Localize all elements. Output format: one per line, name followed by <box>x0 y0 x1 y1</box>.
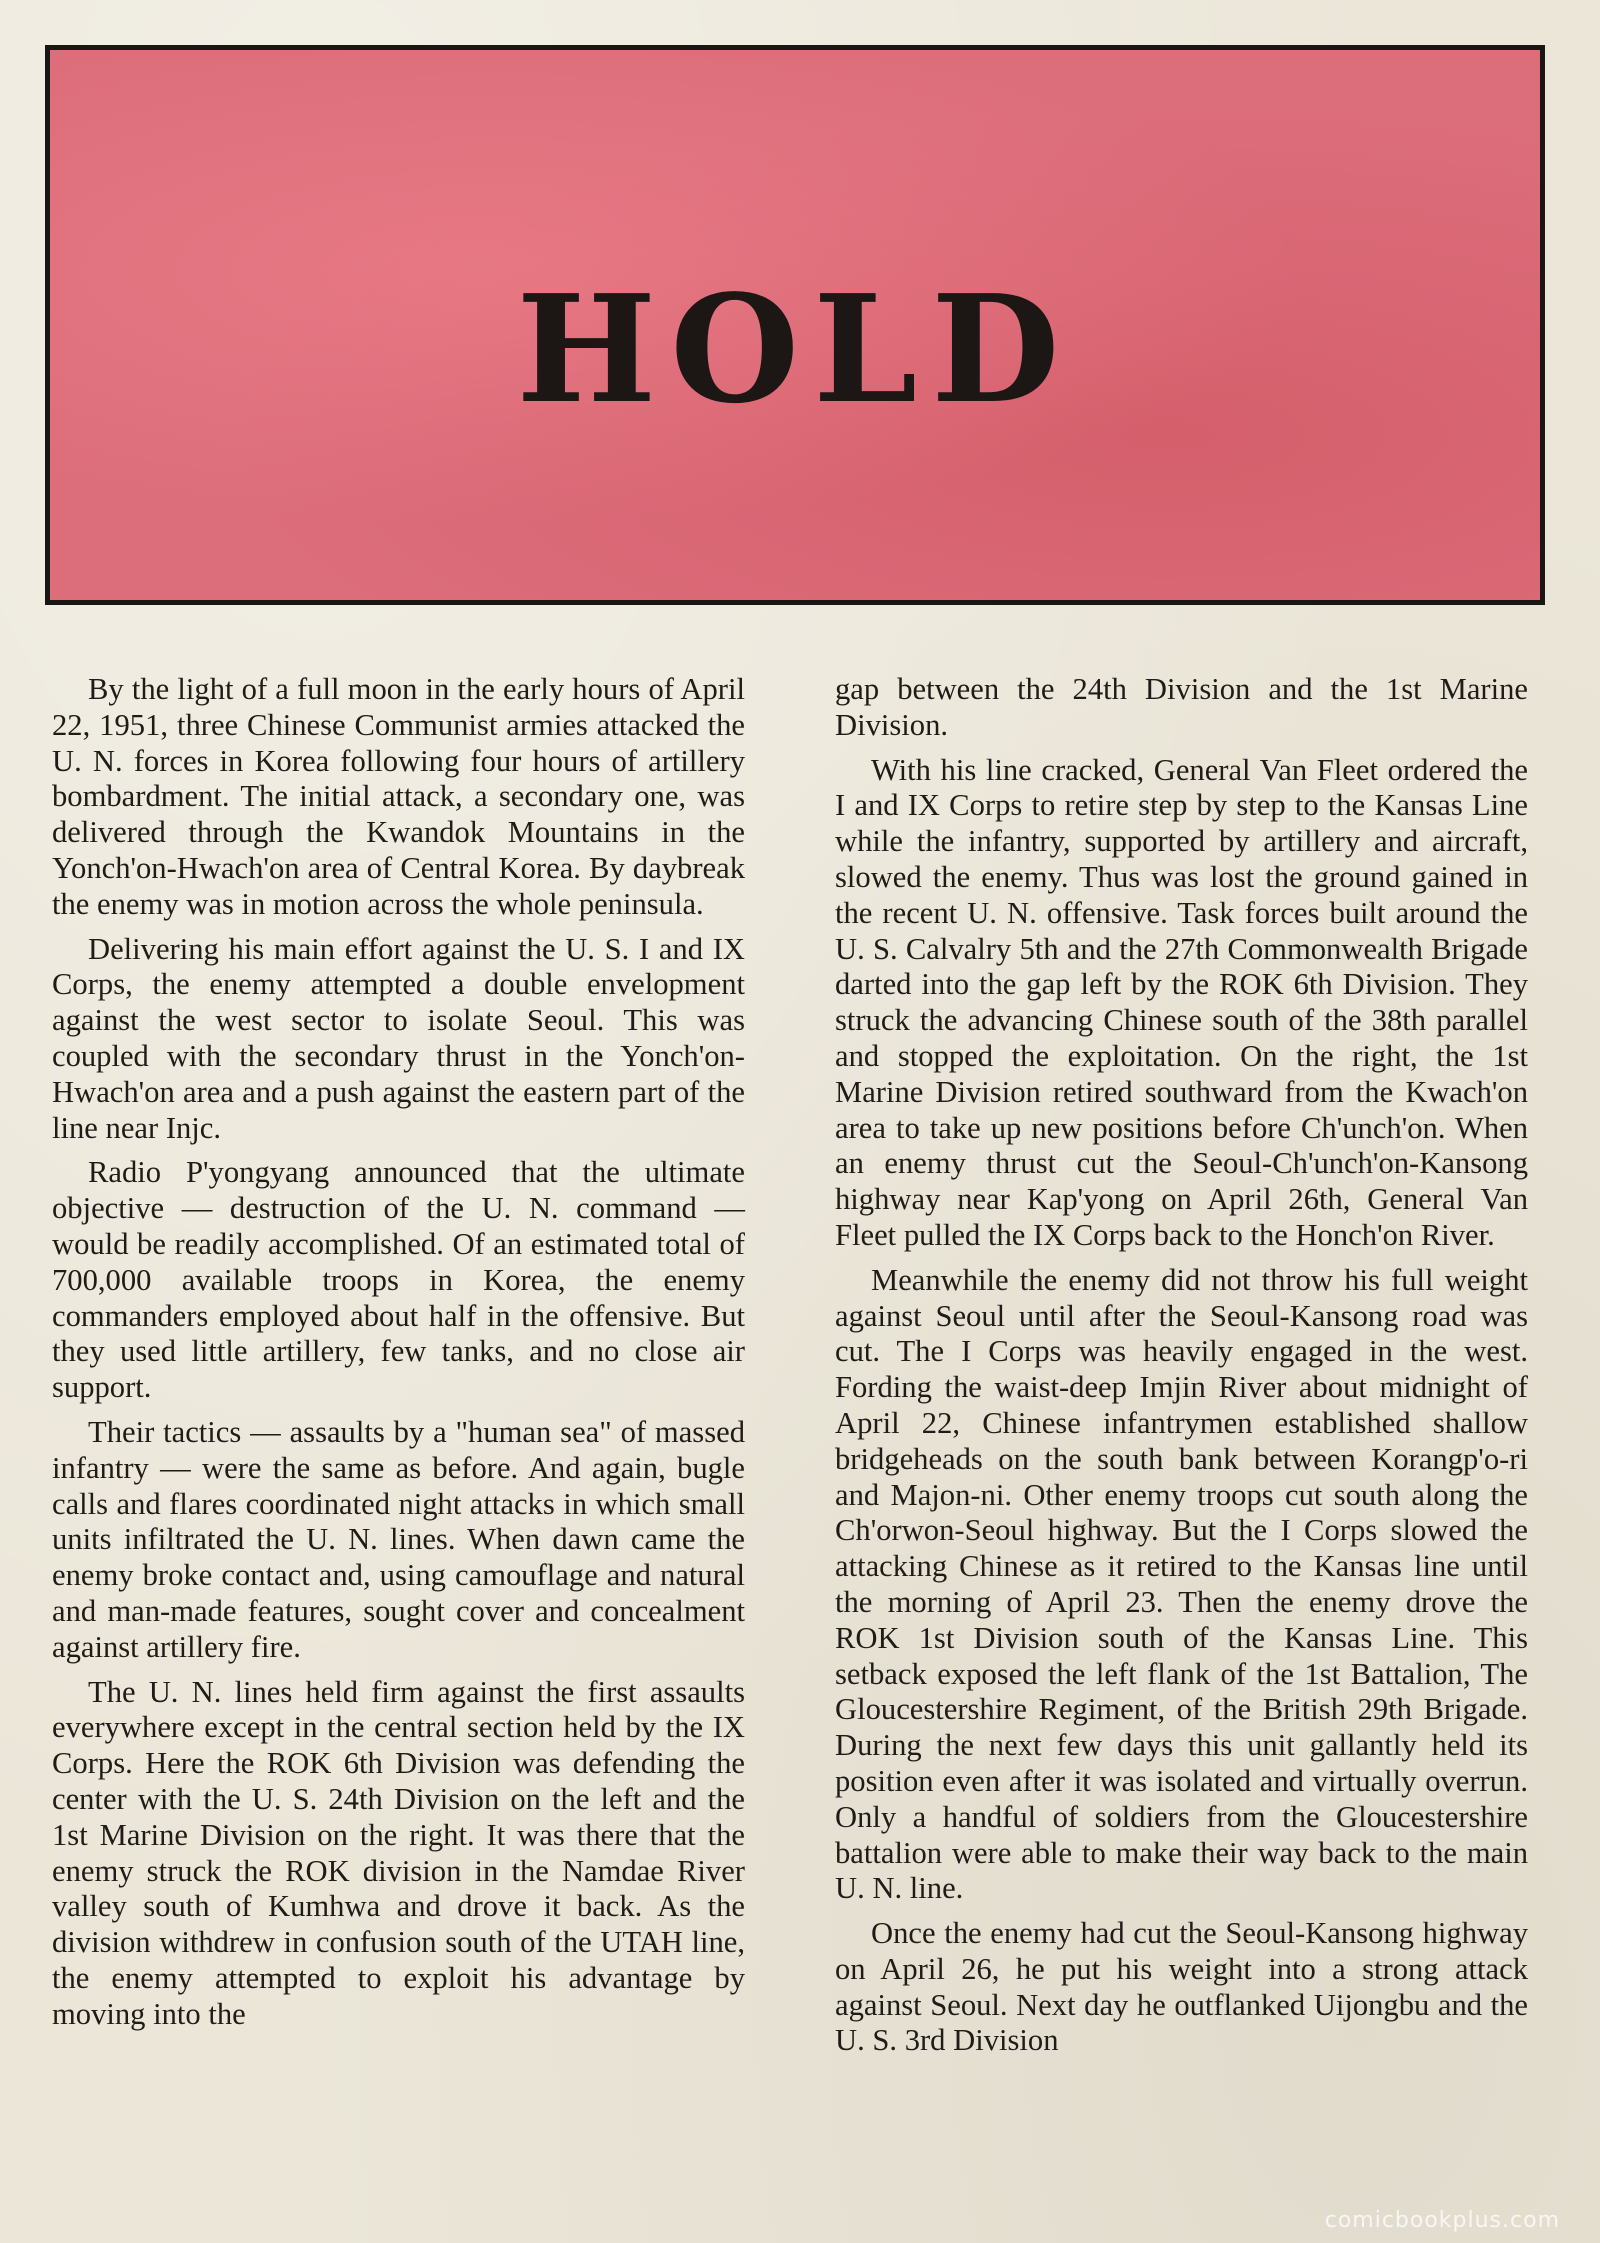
paragraph: Their tactics — assaults by a "human sea" of massed infantry — were the same as before. And again, bugle calls and flares coordinated night attacks in which small units infiltrated the U. N. lines. When dawn came the enemy broke contact and, using camouflage and natural and man-made features, sought cover and concealment against artillery fire. <box>52 1414 745 1664</box>
paragraph-continuation: gap between the 24th Division and the 1st Marine Division. <box>835 672 1528 742</box>
paragraph: Radio P'yongyang announced that the ultimate objective — destruction of the U. N. command — would be readily accomplished. Of an estimated total of 700,000 available troops in Korea, the enemy commanders employed about half in the offensive. But they used little artillery, few tanks, and no close air support. <box>52 1155 745 1405</box>
page-title: HOLD <box>516 262 1074 436</box>
paragraph: By the light of a full moon in the early hours of April 22, 1951, three Chinese Communist armies attacked the U. N. forces in Korea following four hours of artillery bombardment. The initial attack, a secondary one, was delivered through the Kwandok Mountains in the Yonch'on-Hwach'on area of Central Korea. By daybreak the enemy was in motion across the whole peninsula. <box>52 672 745 921</box>
title-banner <box>45 45 1545 605</box>
paragraph: Meanwhile the enemy did not throw his full weight against Seoul until after the Seoul-Kansong road was cut. The I Corps was heavily engaged in the west. Fording the waist-deep Imjin River about midnight of April 22, Chinese infantrymen established shallow bridgeheads on the south bank between Korangp'o-ri and Majon-ni. Other enemy troops cut south along the Ch'orwon-Seoul highway. But the I Corps slowed the attacking Chinese as it retired to the Kansas line until the morning of April 23. Then the enemy drove the ROK 1st Division south of the Kansas Line. This setback exposed the left flank of the 1st Battalion, The Gloucestershire Regiment, of the British 29th Brigade. During the next few days this unit gallantly held its position even after it was isolated and virtually overrun. Only a handful of soldiers from the Gloucestershire battalion were able to make their way back to the main U. N. line. <box>835 1262 1528 1906</box>
column-left <box>52 672 745 2041</box>
watermark: comicbookplus.com <box>1324 2208 1560 2233</box>
paragraph: The U. N. lines held firm against the first assaults everywhere except in the central section held by the IX Corps. Here the ROK 6th Division was defending the center with the U. S. 24th Division on the left and the 1st Marine Division on the right. It was there that the enemy struck the ROK division in the Namdae River valley south of Kumhwa and drove it back. As the division withdrew in confusion south of the UTAH line, the enemy attempted to exploit his advantage by moving into the <box>52 1674 745 2031</box>
column-right <box>835 672 1528 2068</box>
paragraph: Delivering his main effort against the U. S. I and IX Corps, the enemy attempted a double envelopment against the west sector to isolate Seoul. This was coupled with the secondary thrust in the Yonch'on-Hwach'on area and a push against the eastern part of the line near Injc. <box>52 931 745 1145</box>
paragraph: Once the enemy had cut the Seoul-Kansong highway on April 26, he put his weight into a strong attack against Seoul. Next day he outflanked Uijongbu and the U. S. 3rd Division <box>835 1916 1528 2058</box>
paragraph: With his line cracked, General Van Fleet ordered the I and IX Corps to retire step by step to the Kansas Line while the infantry, supported by artillery and aircraft, slowed the enemy. Thus was lost the ground gained in the recent U. N. offensive. Task forces built around the U. S. Calvalry 5th and the 27th Commonwealth Brigade darted into the gap left by the ROK 6th Division. They struck the advancing Chinese south of the 38th parallel and stopped the exploitation. On the right, the 1st Marine Division retired southward from the Kwach'on area to take up new positions before Ch'unch'on. When an enemy thrust cut the Seoul-Ch'unch'on-Kansong highway near Kap'yong on April 26th, General Van Fleet pulled the IX Corps back to the Honch'on River. <box>835 752 1528 1252</box>
